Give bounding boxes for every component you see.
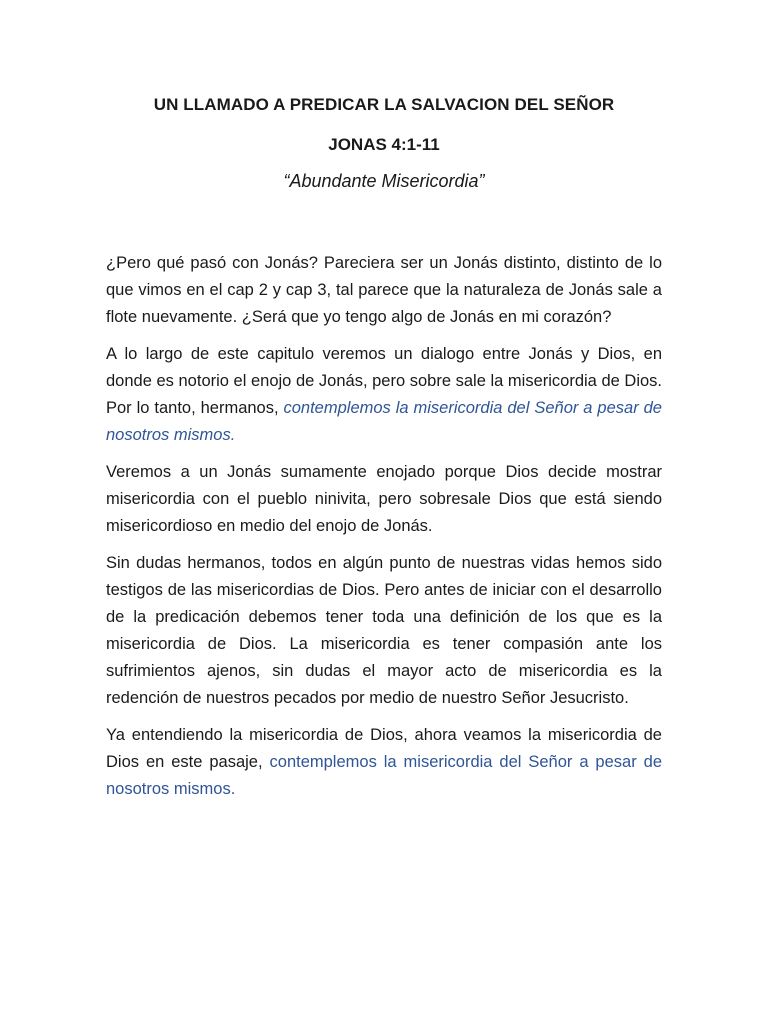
paragraph-text: A lo largo de este capitulo veremos un dialogo entre Jonás y Dios, en donde es notorio el enojo de Jonás, pero sobre sale la misericordia de Dios. Por lo tanto, hermanos,: [106, 345, 662, 417]
document-heading: UN LLAMADO A PREDICAR LA SALVACION DEL SEÑOR: [153, 95, 615, 114]
scripture-reference: JONAS 4:1-11: [328, 135, 440, 154]
paragraph-text: Veremos a un Jonás sumamente enojado porque Dios decide mostrar misericordia con el pueblo ninivita, pero sobresale Dios que está siendo misericordioso en medio del enojo de Jonás.: [106, 463, 662, 535]
paragraph-text: Ya entendiendo la misericordia de Dios, ahora veamos la misericordia de Dios en este pasaje,: [106, 726, 662, 771]
document-body: [106, 250, 662, 803]
highlighted-phrase: contemplemos la misericordia del Señor a pesar de nosotros mismos.: [106, 399, 662, 444]
highlighted-phrase: contemplemos la misericordia del Señor a pesar de nosotros mismos.: [106, 753, 663, 798]
paragraph-text: Sin dudas hermanos, todos en algún punto de nuestras vidas hemos sido testigos de las misericordias de Dios. Pero antes de iniciar con el desarrollo de la predicación debemos tener toda una definición de los que es la misericordia de Dios. La misericordia es tener compasión ante los sufrimientos ajenos, sin dudas el mayor acto de misericordia es la redención de nuestros pecados por medio de nuestro Señor Jesucristo.: [106, 554, 662, 707]
paragraph-text: ¿Pero qué pasó con Jonás? Pareciera ser un Jonás distinto, distinto de lo que vimos en el cap 2 y cap 3, tal parece que la naturaleza de Jonás sale a flote nuevamente. ¿Será que yo tengo algo de Jonás en mi corazón?: [106, 254, 662, 326]
paragraph-2: [106, 341, 662, 449]
paragraph-1: [106, 250, 662, 331]
paragraph-3: [106, 459, 662, 540]
paragraph-4: [106, 550, 662, 712]
sermon-subtitle: “Abundante Misericordia”: [283, 171, 485, 191]
paragraph-5: [106, 722, 662, 803]
